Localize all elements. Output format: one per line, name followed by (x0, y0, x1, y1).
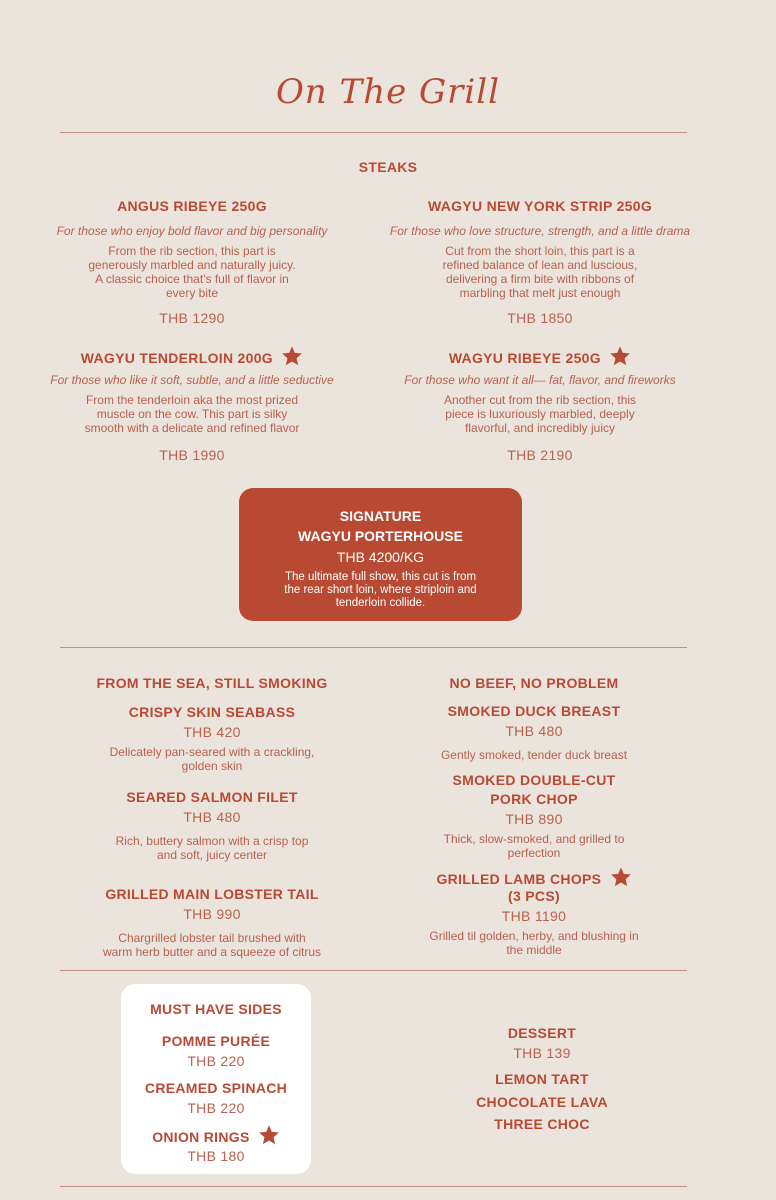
item-desc-line: piece is luxuriously marbled, deeply (445, 407, 635, 421)
star-icon (258, 1124, 280, 1146)
item-price: THB 180 (187, 1148, 245, 1164)
dessert-item: THREE CHOC (494, 1116, 590, 1132)
item-price: THB 990 (183, 906, 241, 922)
item-desc-line: Gently smoked, tender duck breast (440, 748, 628, 762)
item-price: THB 1190 (501, 908, 567, 924)
item-name: CREAMED SPINACH (144, 1080, 288, 1096)
item-name: CRISPY SKIN SEABASS (128, 704, 296, 720)
item-tagline: For those who love structure, strength, and a little drama (389, 224, 691, 238)
menu-item-seabass (40, 704, 384, 773)
item-name: WAGYU RIBEYE 250G (448, 350, 601, 366)
item-desc-line: refined balance of lean and luscious, (442, 258, 638, 272)
item-name: WAGYU TENDERLOIN 200G (80, 350, 273, 366)
menu-item-creamed-spinach (121, 1080, 311, 1116)
signature-desc-line: The ultimate full show, this cut is from (284, 571, 477, 583)
signature-card (239, 488, 522, 621)
item-desc-line: delivering a firm bite with ribbons of (445, 272, 635, 286)
item-price: THB 890 (505, 811, 563, 827)
dessert-section (432, 1025, 652, 1132)
steaks-heading: STEAKS (358, 159, 418, 175)
star-icon (610, 866, 632, 888)
nobeef-section (384, 675, 684, 957)
signature-name: WAGYU PORTERHOUSE (298, 528, 463, 544)
item-desc-line: Grilled til golden, herby, and blushing in (429, 929, 639, 943)
item-name-line: SMOKED DOUBLE-CUT (452, 772, 616, 788)
item-desc-line: generously marbled and naturally juicy. (88, 258, 296, 272)
page-title: On The Grill (275, 72, 501, 112)
dessert-item: CHOCOLATE LAVA (476, 1094, 608, 1110)
menu-item-wagyu-ribeye (370, 345, 710, 463)
menu-item-duck (384, 703, 684, 762)
item-desc-line: muscle on the cow. This part is silky (96, 407, 288, 421)
item-desc-line: A classic choice that's full of flavor in (95, 272, 289, 286)
item-desc-line: From the rib section, this part is (108, 244, 276, 258)
item-name: WAGYU NEW YORK STRIP 250G (427, 198, 653, 214)
item-price: THB 1990 (159, 447, 225, 463)
item-desc-line: From the tenderloin aka the most prized (85, 393, 299, 407)
signature-label: SIGNATURE (339, 508, 422, 524)
item-name-line: (3 PCS) (508, 888, 560, 904)
item-name: SMOKED DUCK BREAST (447, 703, 621, 719)
sides-card (121, 984, 311, 1174)
item-desc-line: warm herb butter and a squeeze of citrus (102, 945, 322, 959)
item-desc-line: flavorful, and incredibly juicy (464, 421, 616, 435)
item-desc-line: Another cut from the rib section, this (443, 393, 637, 407)
divider (60, 1186, 687, 1187)
item-desc-line: every bite (165, 286, 219, 300)
menu-item-pork-chop (384, 772, 684, 860)
item-name: ANGUS RIBEYE 250G (117, 198, 267, 214)
item-name: POMME PURÉE (161, 1033, 271, 1049)
item-name: SEARED SALMON FILET (126, 789, 298, 805)
item-price: THB 480 (183, 809, 241, 825)
menu-item-salmon (40, 789, 384, 862)
menu-item-pomme-puree (121, 1033, 311, 1069)
sea-section (40, 675, 384, 959)
item-tagline: For those who enjoy bold flavor and big personality (56, 224, 328, 238)
menu-item-lobster (40, 886, 384, 959)
signature-desc-line: tenderloin collide. (335, 597, 426, 609)
divider (60, 132, 687, 133)
star-icon (281, 345, 303, 367)
menu-item-angus-ribeye (30, 198, 354, 326)
nobeef-heading: NO BEEF, NO PROBLEM (449, 675, 619, 691)
item-desc-line: Chargrilled lobster tail brushed with (118, 931, 306, 945)
signature-price: THB 4200/KG (336, 549, 425, 565)
menu-item-lamb-chops (384, 866, 684, 957)
dessert-item: LEMON TART (495, 1071, 589, 1087)
item-price: THB 420 (183, 724, 241, 740)
item-name: GRILLED MAIN LOBSTER TAIL (105, 886, 319, 902)
item-desc-line: Cut from the short loin, this part is a (445, 244, 635, 258)
item-price: THB 220 (187, 1100, 245, 1116)
menu-item-onion-rings (121, 1124, 311, 1164)
item-desc-line: smooth with a delicate and refined flavor (84, 421, 300, 435)
item-price: THB 1850 (507, 310, 573, 326)
item-tagline: For those who want it all— fat, flavor, and fireworks (404, 373, 676, 387)
menu-item-wagyu-ny-strip (370, 198, 710, 326)
item-name-line: GRILLED LAMB CHOPS (436, 871, 602, 887)
item-name: ONION RINGS (152, 1129, 250, 1145)
divider (60, 970, 687, 971)
sides-heading: MUST HAVE SIDES (150, 1001, 282, 1017)
item-desc-line: the middle (506, 943, 562, 957)
divider (60, 647, 687, 648)
item-price: THB 480 (505, 723, 563, 739)
item-desc-line: Thick, slow-smoked, and grilled to (443, 832, 625, 846)
item-desc-line: golden skin (181, 759, 243, 773)
item-tagline: For those who like it soft, subtle, and a little seductive (50, 373, 334, 387)
star-icon (609, 345, 631, 367)
item-desc-line: Delicately pan-seared with a crackling, (109, 745, 315, 759)
menu-item-wagyu-tenderloin (30, 345, 354, 463)
item-desc-line: and soft, juicy center (156, 848, 268, 862)
item-desc-line: perfection (507, 846, 561, 860)
item-name-line: PORK CHOP (490, 791, 578, 807)
item-price: THB 1290 (159, 310, 225, 326)
item-price: THB 2190 (507, 447, 573, 463)
dessert-price: THB 139 (513, 1045, 571, 1061)
signature-desc-line: the rear short loin, where striploin and (284, 584, 477, 596)
item-desc-line: Rich, buttery salmon with a crisp top (115, 834, 309, 848)
sea-heading: FROM THE SEA, STILL SMOKING (96, 675, 328, 691)
dessert-heading: DESSERT (507, 1025, 577, 1041)
item-desc-line: marbling that melt just enough (459, 286, 621, 300)
item-price: THB 220 (187, 1053, 245, 1069)
